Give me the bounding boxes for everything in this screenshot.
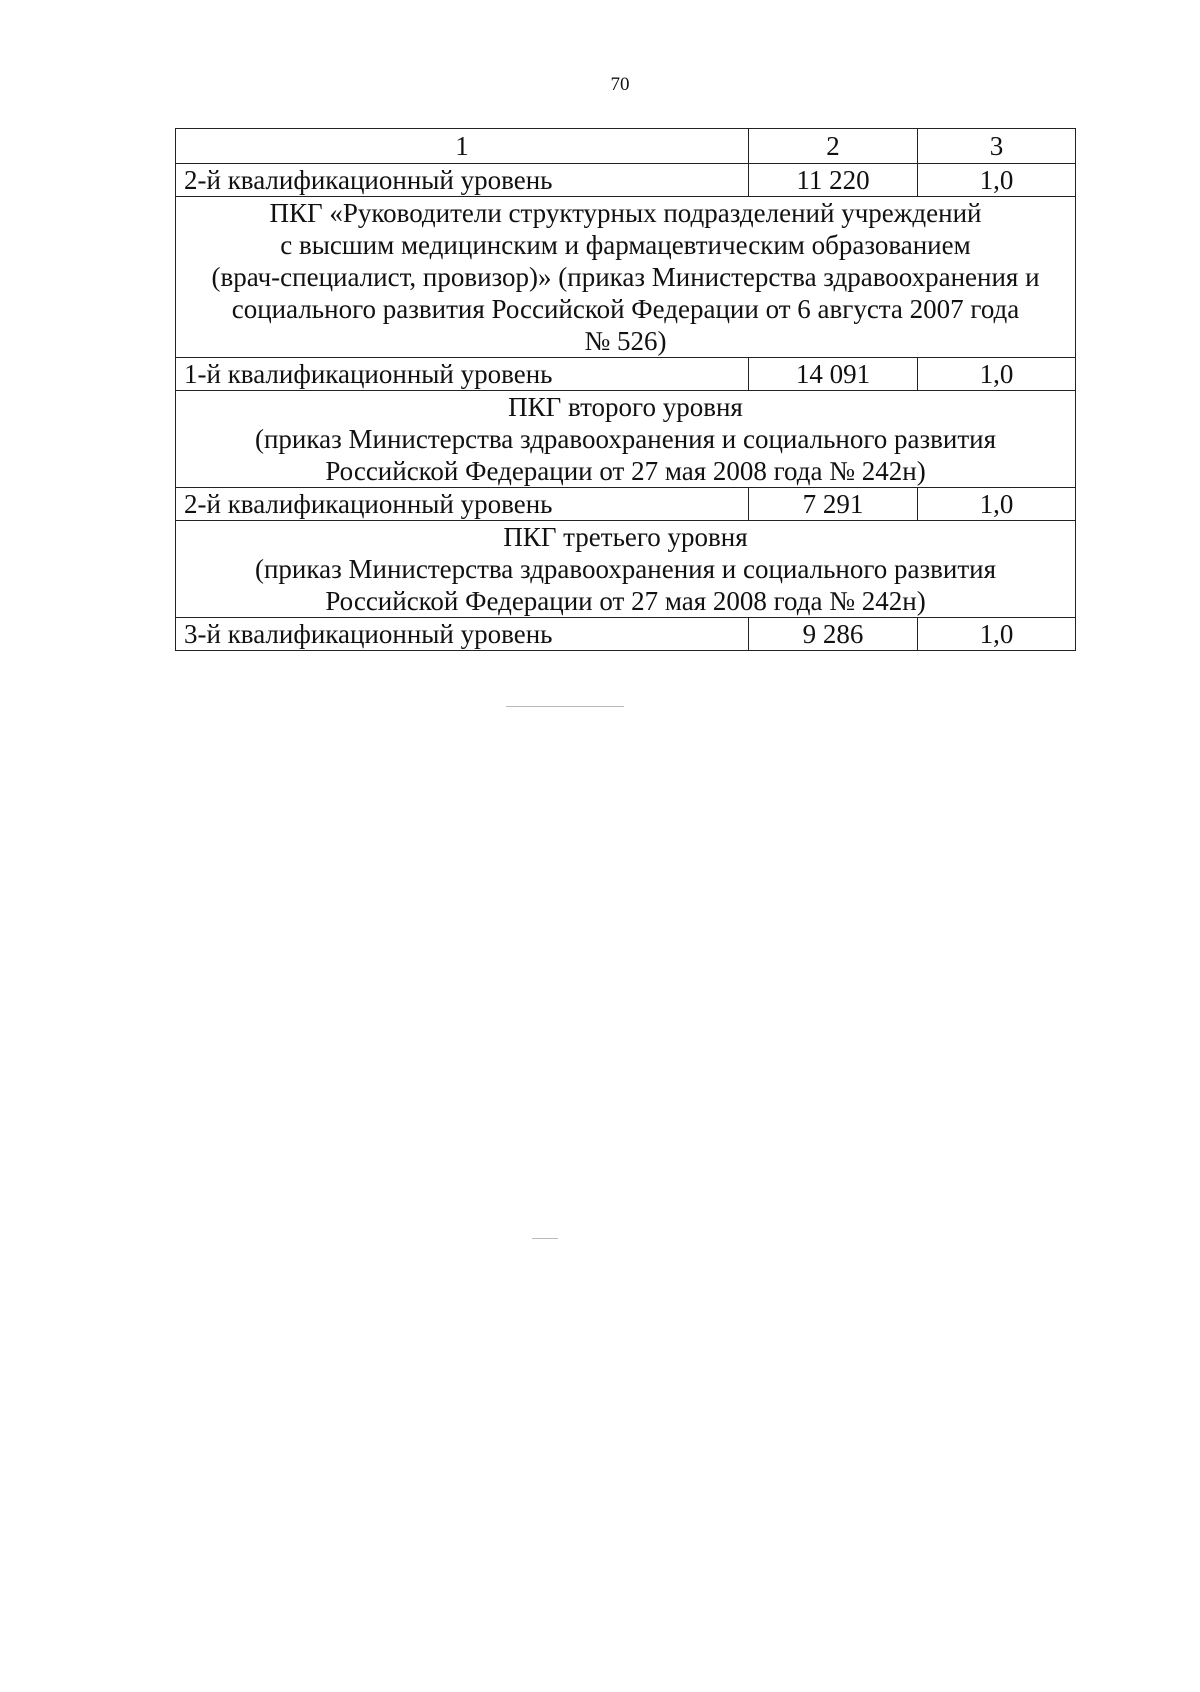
salary-table (175, 128, 1076, 651)
salary-cell: 9 286 (749, 618, 918, 651)
coefficient-cell: 1,0 (918, 618, 1076, 651)
group-heading-line: ПКГ третьего уровня (503, 522, 748, 552)
table-row (176, 488, 1076, 521)
group-heading-row (176, 521, 1076, 618)
group-heading-line: ПКГ второго уровня (508, 392, 743, 422)
group-heading-line: № 526) (584, 326, 667, 356)
column-header-2: 2 (749, 129, 918, 164)
scan-artifact-line (532, 1238, 558, 1239)
group-heading-line: социального развития Российской Федерации от 6 августа 2007 года (231, 294, 1020, 324)
qualification-level-cell: 2-й квалификационный уровень (176, 488, 749, 521)
salary-cell: 7 291 (749, 488, 918, 521)
coefficient-cell: 1,0 (918, 358, 1076, 391)
coefficient-cell: 1,0 (918, 164, 1076, 197)
group-heading-row (176, 391, 1076, 488)
group-heading-line: Российской Федерации от 27 мая 2008 года № 242н) (325, 586, 926, 616)
table-row (176, 358, 1076, 391)
salary-cell: 11 220 (749, 164, 918, 197)
table-row (176, 618, 1076, 651)
column-header-1: 1 (176, 129, 749, 164)
column-header-3: 3 (918, 129, 1076, 164)
group-heading-line: с высшим медицинским и фармацевтическим образованием (280, 230, 971, 260)
qualification-level-cell: 3-й квалификационный уровень (176, 618, 749, 651)
group-heading-line: Российской Федерации от 27 мая 2008 года № 242н) (325, 456, 926, 486)
coefficient-cell: 1,0 (918, 488, 1076, 521)
scan-artifact-line (506, 706, 624, 707)
table-header-row (176, 129, 1076, 164)
group-heading-cell (176, 521, 1076, 618)
group-heading-row (176, 197, 1076, 358)
group-heading-line: (приказ Министерства здравоохранения и социального развития (254, 554, 996, 584)
group-heading-line: (приказ Министерства здравоохранения и социального развития (254, 424, 996, 454)
group-heading-line: (врач-специалист, провизор)» (приказ Министерства здравоохранения и (211, 262, 1040, 292)
qualification-level-cell: 1-й квалификационный уровень (176, 358, 749, 391)
salary-cell: 14 091 (749, 358, 918, 391)
group-heading-line: ПКГ «Руководители структурных подразделений учреждений (269, 198, 982, 228)
group-heading-cell (176, 391, 1076, 488)
table-row (176, 164, 1076, 197)
qualification-level-cell: 2-й квалификационный уровень (176, 164, 749, 197)
page-number: 70 (610, 74, 630, 95)
group-heading-cell (176, 197, 1076, 358)
